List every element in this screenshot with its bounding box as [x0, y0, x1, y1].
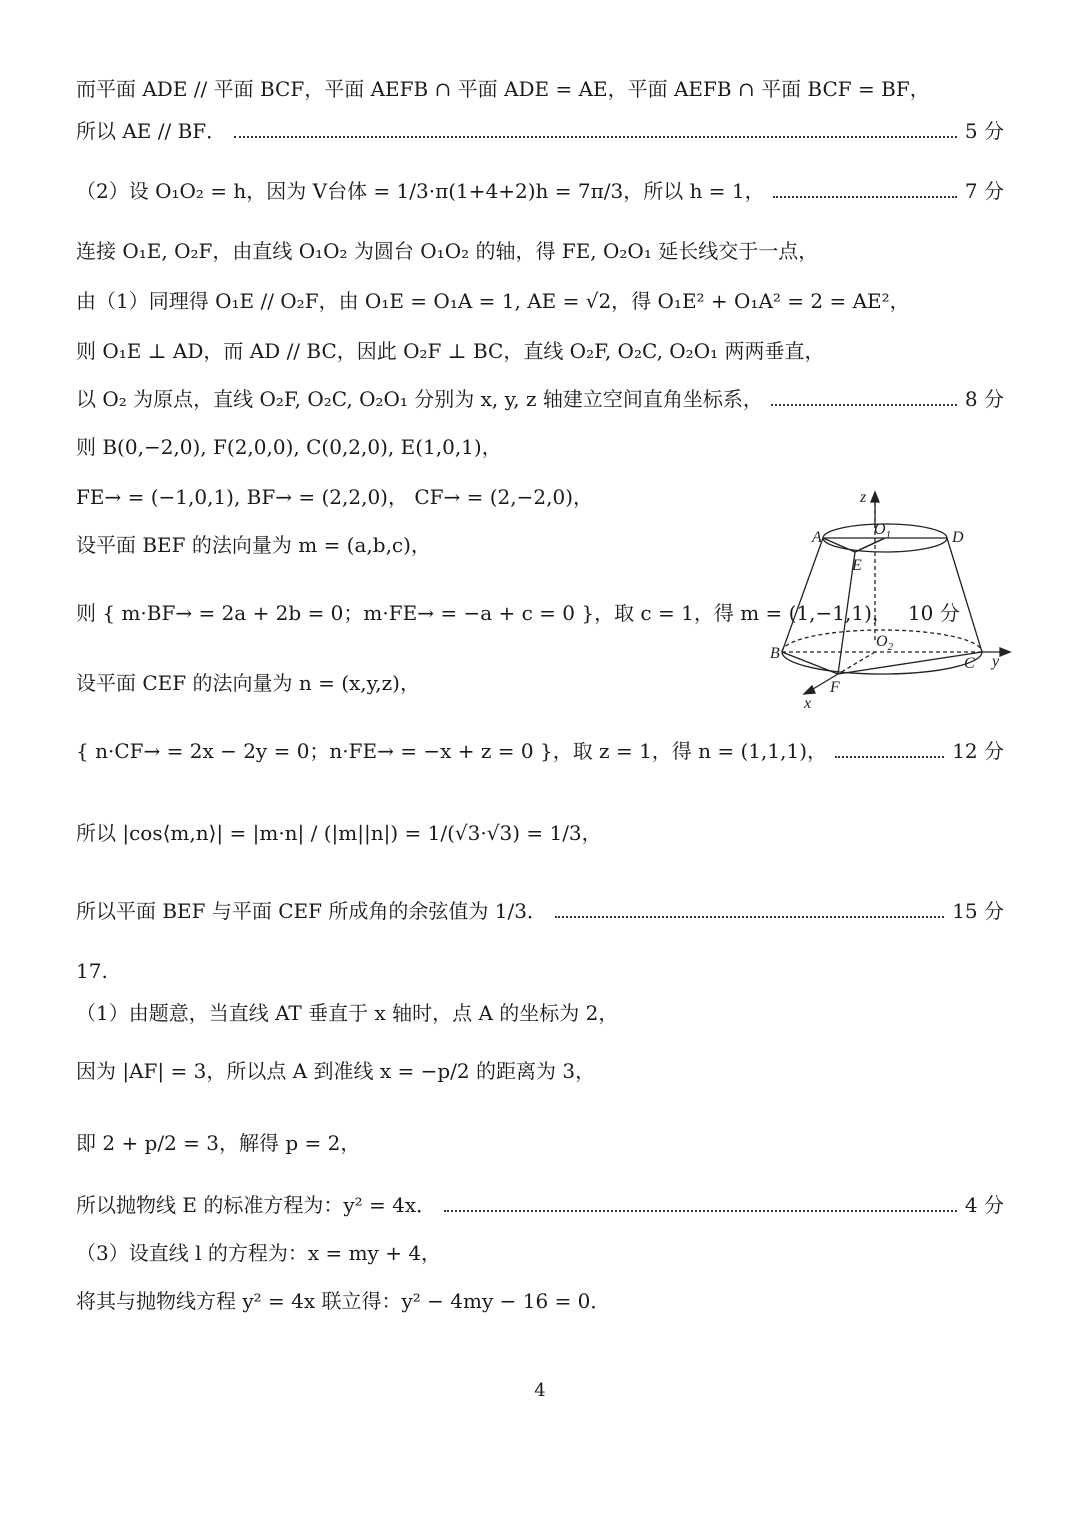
line-text: （2）设 O₁O₂ = h，因为 V台体 = 1/3·π(1+4+2)h = 7π/3，所以 h = 1， [76, 179, 765, 203]
label-a: A [812, 529, 822, 546]
line-4 [76, 236, 818, 266]
leader-dots [444, 1210, 957, 1212]
line-text: 设平面 CEF 的法向量为 n = (x,y,z)， [76, 671, 420, 695]
line-text: FE→ = (−1,0,1), BF→ = (2,2,0)， CF→ = (2,−2,0)， [76, 485, 593, 509]
segment-ae [823, 538, 855, 552]
label-d: D [952, 529, 964, 546]
line-14 [76, 818, 602, 848]
leader-dots [835, 756, 944, 758]
z-axis-arrow [871, 492, 879, 502]
line-text: 以 O₂ 为原点，直线 O₂F, O₂C, O₂O₁ 分别为 x, y, z 轴建立空间直角坐标系， [76, 387, 763, 411]
line-18 [76, 1056, 595, 1086]
line-text: 所以平面 BEF 与平面 CEF 所成角的余弦值为 1/3． [76, 899, 547, 923]
side-right [947, 538, 982, 652]
y-axis-arrow [1000, 648, 1010, 656]
label-o2: $O_2$ [876, 633, 894, 653]
line-17 [76, 998, 618, 1028]
label-z: z [860, 489, 867, 506]
line-7 [76, 384, 1004, 414]
line-2 [76, 116, 1004, 146]
score-label: 4 分 [964, 1193, 1004, 1217]
score-label: 15 分 [952, 899, 1004, 923]
line-text: 则 B(0,−2,0), F(2,0,0), C(0,2,0), E(1,0,1)， [76, 435, 502, 459]
x-axis-arrow [804, 686, 815, 694]
line-text: 因为 |AF| = 3，所以点 A 到准线 x = −p/2 的距离为 3， [76, 1059, 596, 1083]
line-22 [76, 1286, 610, 1316]
line-9 [76, 482, 593, 512]
line-6 [76, 336, 824, 366]
line-19 [76, 1128, 360, 1158]
line-text: 连接 O₁E, O₂F，由直线 O₁O₂ 为圆台 O₁O₂ 的轴，得 FE, O₂O₁ 延长线交于一点， [76, 239, 819, 263]
line-text: { n·CF→ = 2x − 2y = 0；n·FE→ = −x + z = 0 }，取 z = 1，得 n = (1,1,1)， [76, 739, 827, 763]
score-label: 12 分 [952, 739, 1004, 763]
question-number [76, 956, 108, 986]
bottom-ellipse-front [782, 652, 982, 674]
page-number: 4 [534, 1380, 546, 1401]
score-label: 5 分 [964, 119, 1004, 143]
line-8 [76, 432, 502, 462]
line-text: （3）设直线 l 的方程为：x = my + 4， [76, 1241, 442, 1265]
line-10 [76, 530, 431, 560]
line-text: 由（1）同理得 O₁E // O₂F，由 O₁E = O₁A = 1, AE = √2，得 O₁E² + O₁A² = 2 = AE²， [76, 289, 910, 313]
line-15 [76, 896, 1004, 926]
line-text: 则 O₁E ⊥ AD，而 AD // BC，因此 O₂F ⊥ BC，直线 O₂F, O₂C, O₂O₁ 两两垂直， [76, 339, 825, 363]
label-f: F [830, 679, 840, 696]
score-label: 7 分 [964, 179, 1004, 203]
line-12 [76, 668, 420, 698]
side-left [782, 538, 823, 652]
label-y: y [992, 653, 1000, 670]
line-5 [76, 286, 910, 316]
line-text: 17. [76, 959, 108, 983]
label-e: E [852, 557, 862, 574]
leader-dots [773, 196, 957, 198]
line-3 [76, 176, 1004, 206]
line-20 [76, 1190, 1004, 1220]
line-text: 则 { m·BF→ = 2a + 2b = 0；m·FE→ = −a + c = 0 }，取 c = 1，得 m = (1,−1,1)， [76, 601, 892, 625]
segment-o1e [855, 538, 885, 552]
segment-fc [838, 652, 982, 674]
line-13 [76, 736, 1004, 766]
frustum-diagram [760, 480, 1020, 720]
line-text: 而平面 ADE // 平面 BCF，平面 AEFB ∩ 平面 ADE = AE，平面 AEFB ∩ 平面 BCF = BF， [76, 77, 930, 101]
line-text: 即 2 + p/2 = 3，解得 p = 2， [76, 1131, 361, 1155]
label-o1: $O_1$ [874, 521, 892, 541]
line-text: 将其与抛物线方程 y² = 4x 联立得：y² − 4my − 16 = 0． [76, 1289, 611, 1313]
frustum-figure [760, 480, 1020, 720]
segment-bf [782, 652, 838, 674]
leader-dots [555, 916, 944, 918]
leader-dots [771, 404, 957, 406]
line-21 [76, 1238, 441, 1268]
score-label: 8 分 [964, 387, 1004, 411]
line-11 [76, 598, 960, 628]
line-text: 所以 |cos⟨m,n⟩| = |m·n| / (|m||n|) = 1/(√3·√3) = 1/3， [76, 821, 602, 845]
line-text: 所以抛物线 E 的标准方程为：y² = 4x． [76, 1193, 437, 1217]
line-1 [76, 74, 930, 104]
line-text: 设平面 BEF 的法向量为 m = (a,b,c)， [76, 533, 431, 557]
label-x: x [804, 695, 812, 712]
line-text: （1）由题意，当直线 AT 垂直于 x 轴时，点 A 的坐标为 2， [76, 1001, 619, 1025]
line-text: 所以 AE // BF． [76, 119, 227, 143]
label-b: B [770, 645, 780, 662]
leader-dots [234, 136, 957, 138]
score-label: 10 分 [907, 601, 960, 625]
label-c: C [964, 655, 975, 672]
